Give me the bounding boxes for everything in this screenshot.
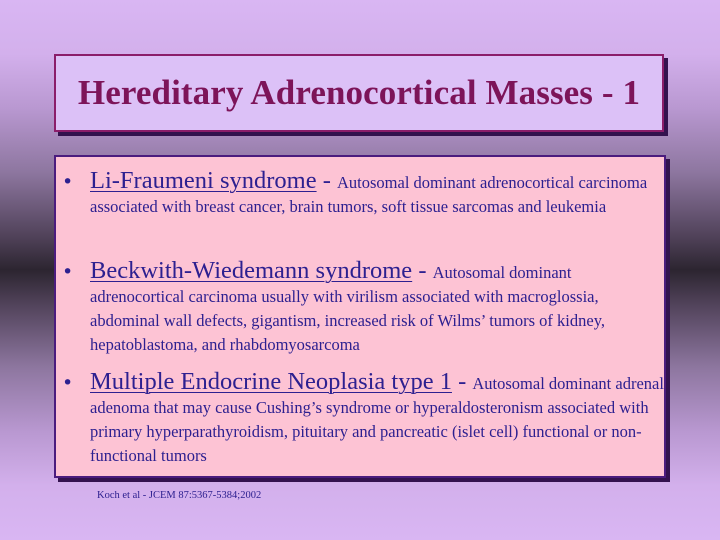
bullet-icon: • [62,171,74,193]
list-item-text [90,259,664,357]
citation: Koch et al - JCEM 87:5367-5384;2002 [97,490,262,501]
list-item-text [90,370,664,468]
syndrome-description: Autosomal dominant adrenal adenoma that may cause Cushing’s syndrome or hyperaldosteronism associated with primary hyperparathyroidism, pituitary and pancreatic (islet cell) functional or non-functional tumors [90,374,664,465]
bullet-icon: • [62,261,74,283]
syndrome-term: Beckwith-Wiedemann syndrome [90,257,413,284]
syndrome-description: Autosomal dominant adrenocortical carcinoma usually with virilism associated with macroglossia, abdominal wall defects, gigantism, increased risk of Wilms’ tumors of kidney, hepatoblastoma, and rhabdomyosarcoma [90,263,605,354]
term-separator: - [316,167,337,194]
title-box [54,54,664,132]
term-separator: - [412,257,433,284]
slide-title: Hereditary Adrenocortical Masses - 1 [77,73,641,112]
syndrome-term: Multiple Endocrine Neoplasia type 1 [90,368,452,395]
term-separator: - [451,368,473,395]
syndrome-description: Autosomal dominant adrenocortical carcinoma associated with breast cancer, brain tumors, soft tissue sarcomas and leukemia [90,173,648,216]
content-box [54,155,666,478]
bullet-icon: • [62,372,74,394]
syndrome-term: Li-Fraumeni syndrome [90,167,317,194]
list-item-text [90,169,664,219]
